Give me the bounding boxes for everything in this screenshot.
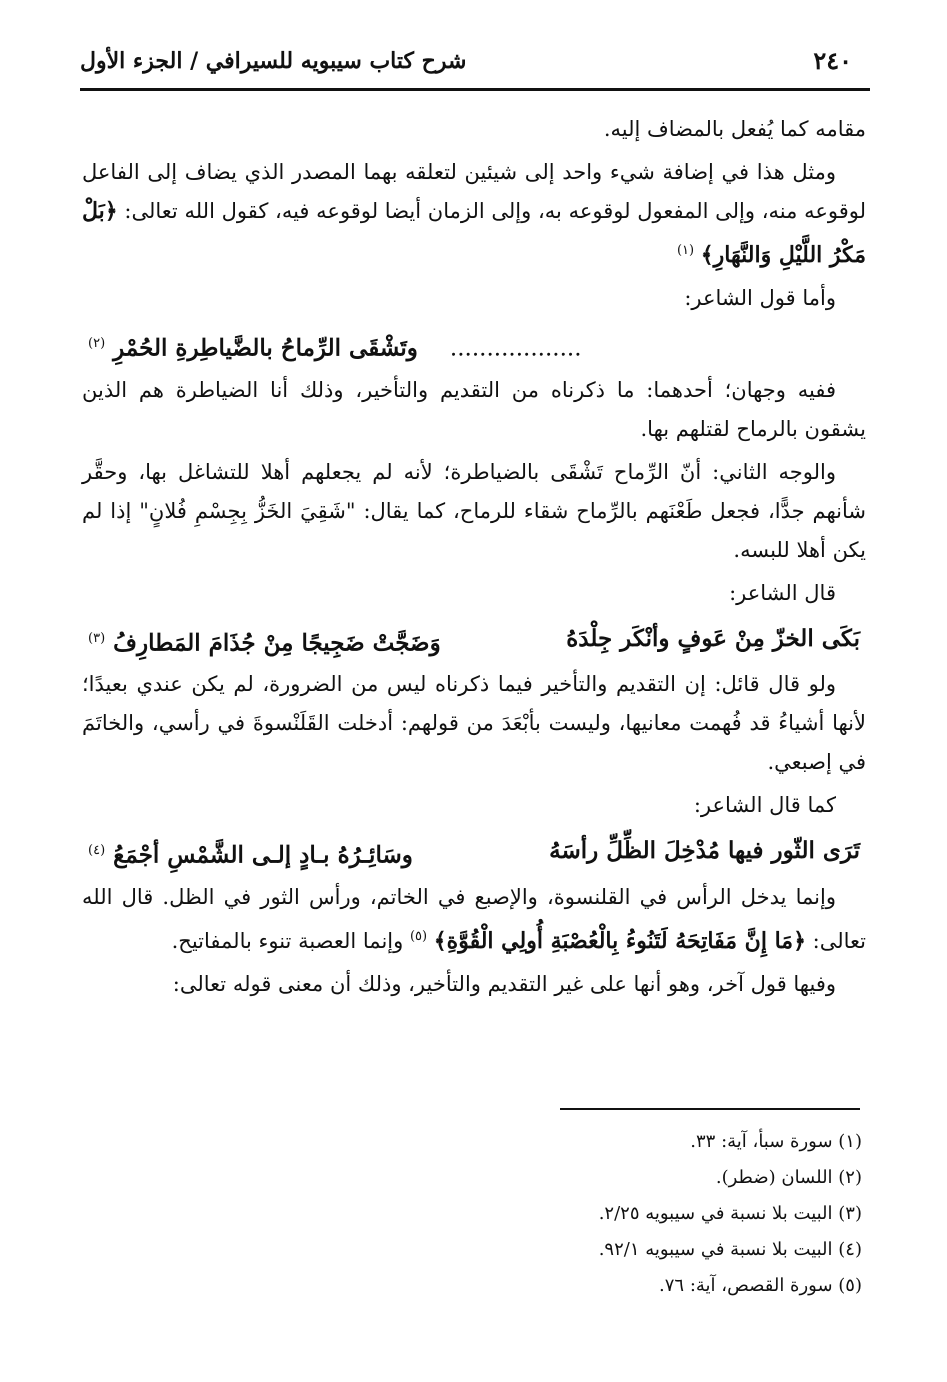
- paragraph-9: [82, 878, 866, 961]
- paragraph-9-tail: وإنما العصبة تنوء بالمفاتيح.: [171, 928, 410, 953]
- running-title: شرح كتاب سيبويه للسيرافي / الجزء الأول: [80, 48, 467, 74]
- footnote-4: (٤) البيت بلا نسبة في سيبويه ٩٢/١.: [598, 1239, 862, 1260]
- verse-1-text: وتَشْقَى الرِّماحُ بالضَّياطِرةِ الحُمْرِ: [113, 334, 418, 362]
- quran-quote-1: ﴿بَلْ مَكْرُ اللَّيْلِ وَالنَّهَارِ﴾: [82, 198, 866, 268]
- footnote-ref-1: (١): [676, 243, 695, 258]
- footnotes: [300, 1124, 862, 1304]
- footnote-ref-3: (٣): [88, 630, 106, 646]
- footnote-5: (٥) سورة القصص، آية: ٧٦.: [659, 1275, 862, 1296]
- paragraph-2-text: ومثل هذا في إضافة شيء واحد إلى شيئين لتعلقه بهما المصدر الذي يضاف إلى الفاعل لوقوعه منه، وإلى المفعول لوقوعه به، وإلى الزمان أيضا لوقوعه فيه، كقول الله تعالى:: [82, 160, 866, 223]
- footnote-ref-2: (٢): [88, 336, 106, 351]
- verse-1: [82, 322, 866, 371]
- paragraph-9-text: وإنما يدخل الرأس في القلنسوة، والإصبع في الخاتم، ورأس الثور في الظل. قال الله تعالى:: [82, 884, 866, 953]
- paragraph-7: ولو قال قائل: إن التقديم والتأخير فيما ذكرناه ليس من الضرورة، لم يكن عندي بعيدًا؛ لأنها أشياءُ قد فُهمت معانيها، وليست بأبْعَدَ من قولهم: أدخلت القَلَنْسوةَ في رأسي، والخاتَمَ في إصبعي.: [82, 672, 866, 775]
- paragraph-2: [82, 153, 866, 275]
- verse-2-second-text: وَضَجَّتْ ضَجِيجًا مِنْ جُذَامَ المَطارِفُ: [113, 629, 441, 657]
- paragraph-8: كما قال الشاعر:: [693, 793, 836, 818]
- verse-3-first-hemistich: تَرَى الثّور فيها مُدْخِلَ الظِّلِّ رأسَهُ: [549, 837, 860, 865]
- verse-2: [82, 617, 866, 666]
- verse-1-ellipsis: ..................: [449, 335, 582, 362]
- paragraph-4: ففيه وجهان؛ أحدهما: ما ذكرناه من التقديم والتأخير، وذلك أنا الضياطرة هم الذين يشقون بالرماح لقتلهم بها.: [82, 377, 866, 441]
- paragraph-6: قال الشاعر:: [729, 580, 836, 605]
- verse-3-second-hemistich: [88, 829, 413, 878]
- verse-1-hemistich: [88, 322, 582, 371]
- footnote-1: (١) سورة سبأ، آية: ٣٣.: [690, 1131, 862, 1152]
- footnote-2: (٢) اللسان (ضطر).: [715, 1167, 862, 1188]
- page-number: ٢٤٠: [813, 46, 852, 75]
- main-text: [82, 110, 866, 1008]
- verse-3: [82, 829, 866, 878]
- paragraph-10: وفيها قول آخر، وهو أنها على غير التقديم والتأخير، وذلك أن معنى قوله تعالى:: [172, 971, 836, 996]
- paragraph-3: وأما قول الشاعر:: [684, 286, 836, 310]
- verse-2-second-hemistich: [88, 617, 441, 666]
- paragraph-1: مقامه كما يُفعل بالمضاف إليه.: [603, 117, 866, 141]
- page-header: [80, 38, 870, 91]
- footnote-divider: [560, 1108, 860, 1110]
- verse-2-first-hemistich: بَكَى الخزّ مِنْ عَوفٍ وأنْكَر جِلْدَهُ: [566, 624, 860, 652]
- footnote-ref-4: (٤): [88, 843, 106, 859]
- verse-3-second-text: وسَائِـرُهُ بـادٍ إلـى الشَّمْسِ أجْمَعُ: [113, 841, 413, 869]
- quran-quote-2: ﴿مَا إِنَّ مَفَاتِحَهُ لَتَنُوءُ بِالْعُصْبَةِ أُولِي الْقُوَّةِ﴾: [433, 927, 806, 954]
- footnote-ref-5: (٥): [409, 928, 428, 944]
- footnote-3: (٣) البيت بلا نسبة في سيبويه ٢/٢٥.: [598, 1203, 862, 1224]
- paragraph-5: والوجه الثاني: أنّ الرِّماح تَشْقَى بالضياطرة؛ لأنه لم يجعلهم أهلا للتشاغل بها، وحقَّر شأنهم جدًّا، فجعل طَعْنَهم بالرِّماح شقاء للرماح، كما يقال: "شَقِيَ الخَزُّ بِجِسْمِ فُلانٍ" إذا لم يكن أهلا للبسه.: [82, 459, 866, 562]
